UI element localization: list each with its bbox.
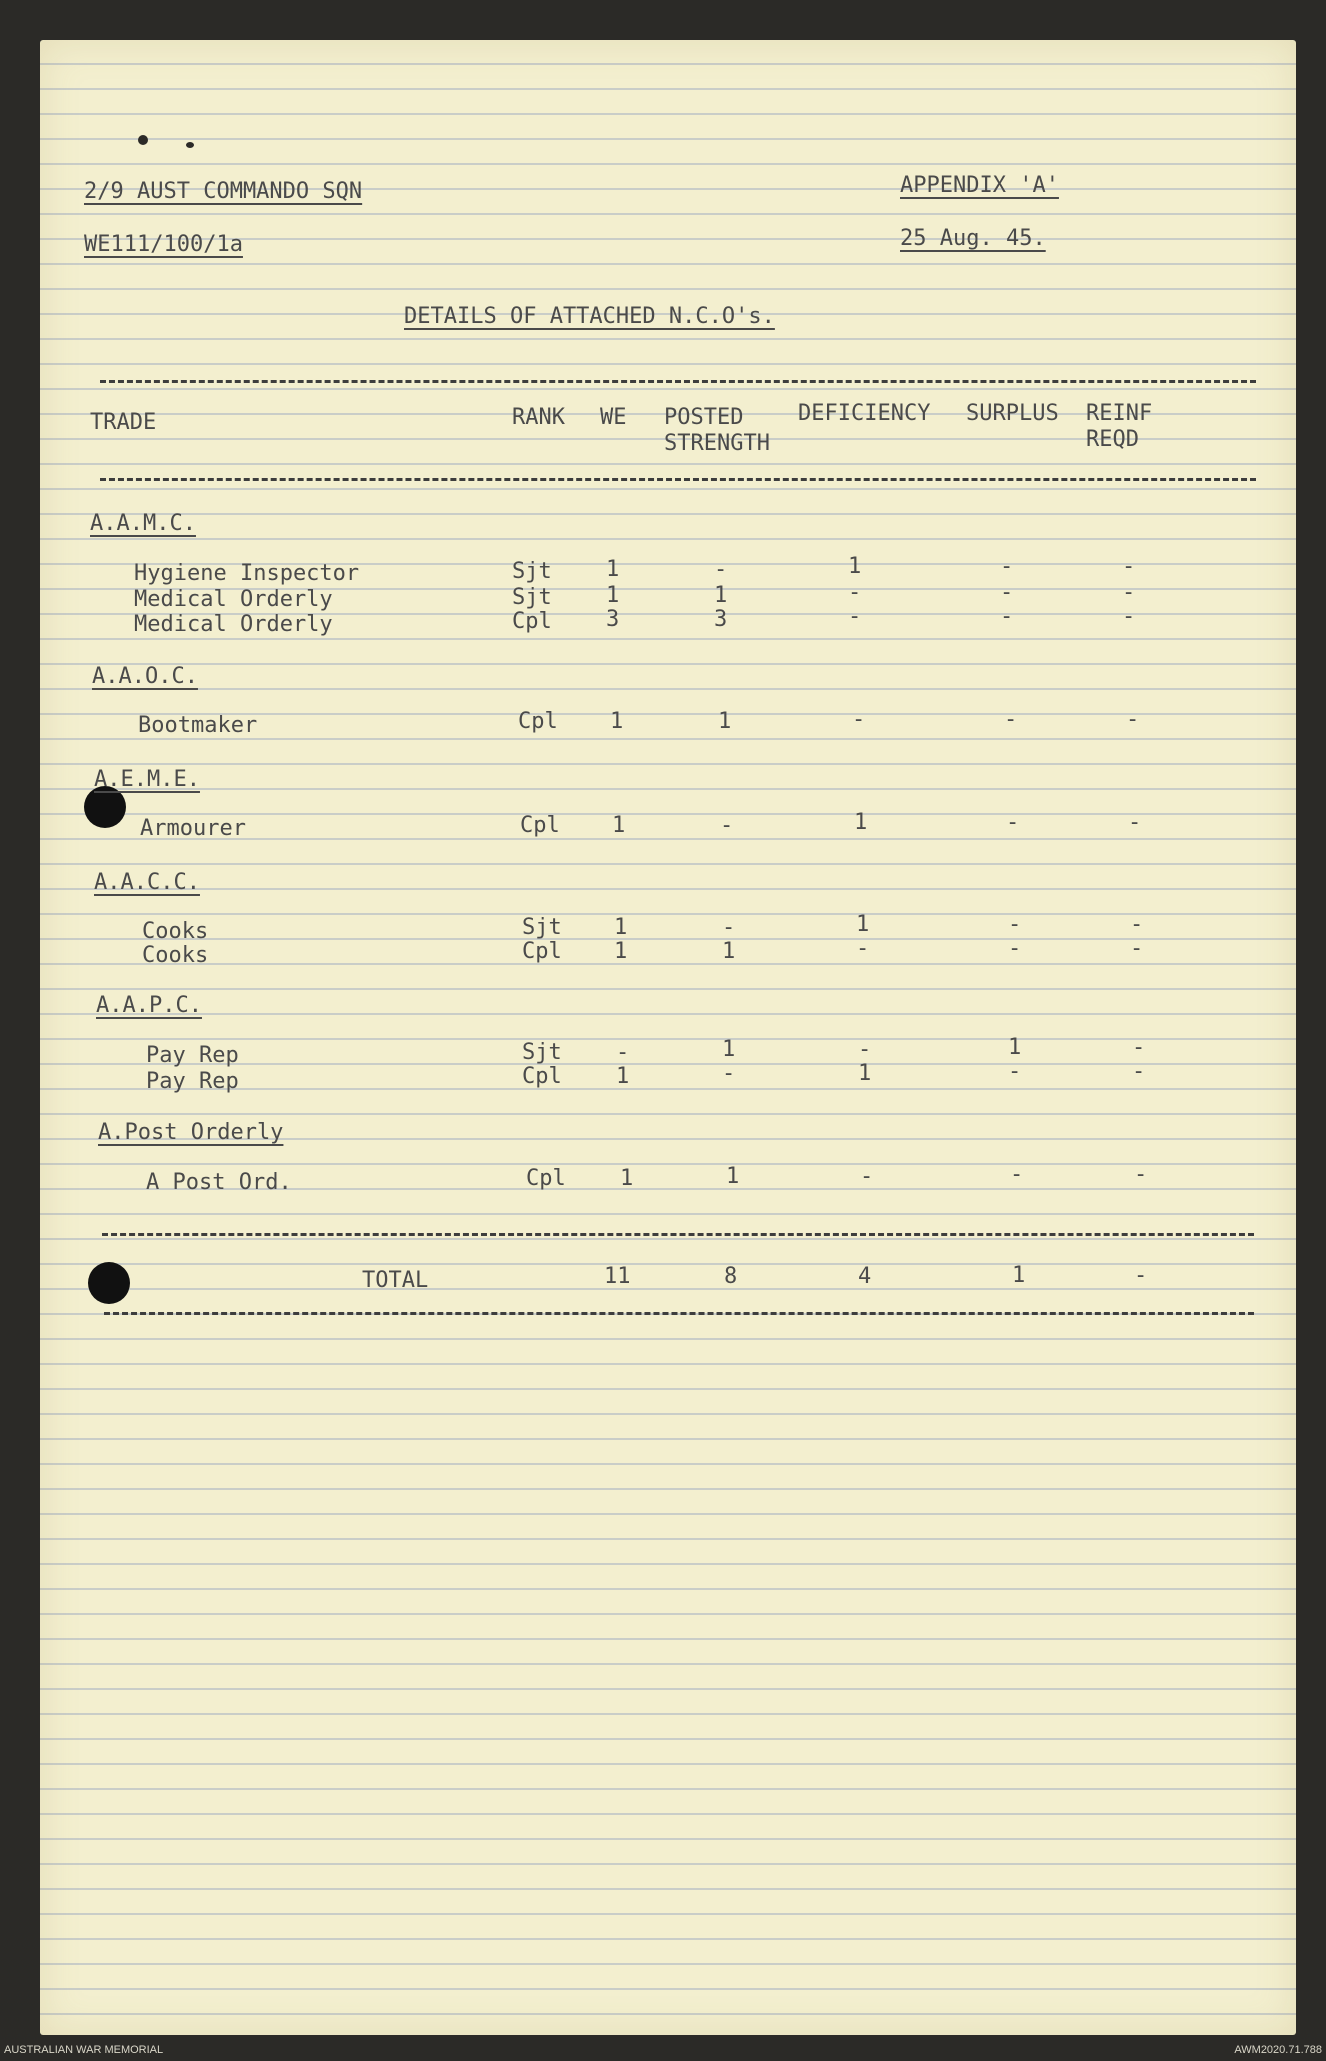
table-row-deficiency: -: [852, 707, 866, 732]
table-row-surplus: 1: [1008, 1035, 1022, 1060]
table-row-posted: -: [722, 1061, 736, 1086]
table-row-deficiency: -: [848, 580, 862, 605]
table-row-deficiency: -: [860, 1164, 874, 1189]
table-row-reinf: -: [1122, 554, 1136, 579]
table-row-rank: Cpl: [518, 709, 558, 734]
table-row-deficiency: 1: [856, 912, 870, 937]
table-row-trade: Armourer: [140, 816, 246, 841]
table-row-we: 1: [620, 1166, 634, 1191]
document-page: [40, 40, 1296, 2035]
table-row-deficiency: 1: [854, 810, 868, 835]
table-row-reinf: -: [1126, 707, 1140, 732]
total-deficiency: 4: [858, 1264, 872, 1289]
column-header-reinf: REINF: [1086, 401, 1153, 426]
column-header-deficiency: DEFICIENCY: [798, 401, 931, 426]
table-row-rank: Sjt: [512, 559, 552, 584]
table-row-rank: Cpl: [526, 1166, 566, 1191]
table-row-we: 1: [616, 1064, 630, 1089]
group-label: A.E.M.E.: [94, 767, 200, 792]
table-row-trade: Pay Rep: [146, 1069, 239, 1094]
group-label: A.A.C.C.: [94, 870, 200, 895]
table-row-posted: -: [720, 813, 734, 838]
table-row-posted: 3: [714, 607, 728, 632]
table-row-we: 1: [614, 915, 628, 940]
table-row-trade: A Post Ord.: [146, 1170, 292, 1195]
document-title: DETAILS OF ATTACHED N.C.O's.: [404, 304, 775, 329]
table-row-posted: 1: [722, 1037, 736, 1062]
total-surplus: 1: [1012, 1263, 1026, 1288]
unit-name: 2/9 AUST COMMANDO SQN: [84, 179, 363, 204]
punch-hole-upper: [84, 786, 126, 828]
group-label: A.Post Orderly: [98, 1120, 284, 1145]
punch-hole-lower: [88, 1262, 130, 1304]
document-date: 25 Aug. 45.: [900, 226, 1046, 251]
table-row-rank: Cpl: [520, 813, 560, 838]
table-row-trade: Cooks: [142, 919, 209, 944]
total-rule-top: [102, 1233, 1254, 1236]
table-row-posted: 1: [718, 709, 732, 734]
total-label: TOTAL: [362, 1268, 429, 1293]
table-row-surplus: -: [1008, 936, 1022, 961]
table-row-deficiency: 1: [858, 1061, 872, 1086]
table-row-posted: 1: [714, 583, 728, 608]
table-row-reinf: -: [1122, 604, 1136, 629]
table-row-posted: 1: [726, 1164, 740, 1189]
table-row-reinf: -: [1122, 580, 1136, 605]
table-row-reinf: -: [1132, 1035, 1146, 1060]
table-row-rank: Sjt: [512, 585, 552, 610]
table-row-trade: Bootmaker: [138, 713, 258, 738]
table-row-surplus: -: [1000, 580, 1014, 605]
ink-spot: [138, 135, 148, 145]
table-row-we: -: [616, 1040, 630, 1065]
table-row-deficiency: -: [848, 604, 862, 629]
table-row-surplus: -: [1000, 604, 1014, 629]
table-row-we: 1: [606, 583, 620, 608]
group-label: A.A.M.C.: [90, 511, 196, 536]
table-row-deficiency: -: [858, 1037, 872, 1062]
table-row-we: 1: [614, 939, 628, 964]
table-row-trade: Hygiene Inspector: [134, 561, 360, 586]
table-row-posted: -: [714, 557, 728, 582]
column-header-strength: STRENGTH: [664, 431, 770, 456]
footer-credit: AUSTRALIAN WAR MEMORIAL: [4, 2044, 164, 2056]
table-row-reinf: -: [1128, 810, 1142, 835]
column-header-trade: TRADE: [90, 410, 157, 435]
table-row-reinf: -: [1130, 912, 1144, 937]
table-row-trade: Cooks: [142, 943, 209, 968]
column-header-rank: RANK: [512, 405, 565, 430]
table-row-rank: Sjt: [522, 1040, 562, 1065]
total-rule-bottom: [104, 1312, 1254, 1315]
table-row-rank: Cpl: [512, 609, 552, 634]
table-row-posted: 1: [722, 939, 736, 964]
column-header-surplus: SURPLUS: [966, 401, 1059, 426]
ink-spot: [186, 142, 194, 148]
table-row-deficiency: 1: [848, 554, 862, 579]
table-row-we: 1: [612, 813, 626, 838]
table-row-surplus: -: [1008, 912, 1022, 937]
header-rule-bottom: [100, 478, 1256, 481]
table-row-surplus: -: [1010, 1162, 1024, 1187]
column-header-posted: POSTED: [664, 405, 744, 430]
table-row-posted: -: [722, 915, 736, 940]
reference-number: WE111/100/1a: [84, 232, 243, 257]
total-we: 11: [604, 1264, 631, 1289]
column-header-we: WE: [600, 405, 627, 430]
column-header-reqd: REQD: [1086, 427, 1139, 452]
table-row-reinf: -: [1134, 1162, 1148, 1187]
table-row-surplus: -: [1004, 707, 1018, 732]
table-row-rank: Sjt: [522, 915, 562, 940]
table-row-reinf: -: [1132, 1059, 1146, 1084]
appendix-label: APPENDIX 'A': [900, 173, 1059, 198]
table-row-we: 1: [606, 557, 620, 582]
table-row-rank: Cpl: [522, 939, 562, 964]
table-row-trade: Medical Orderly: [134, 587, 333, 612]
table-row-we: 3: [606, 607, 620, 632]
group-label: A.A.P.C.: [96, 993, 202, 1018]
table-row-surplus: -: [1008, 1059, 1022, 1084]
header-rule-top: [100, 380, 1256, 383]
footer-accession-number: AWM2020.71.788: [1234, 2044, 1322, 2056]
table-row-deficiency: -: [856, 936, 870, 961]
total-posted: 8: [724, 1264, 738, 1289]
table-row-surplus: -: [1006, 810, 1020, 835]
table-row-we: 1: [610, 709, 624, 734]
total-reinf: -: [1134, 1263, 1148, 1288]
table-row-rank: Cpl: [522, 1064, 562, 1089]
table-row-trade: Pay Rep: [146, 1043, 239, 1068]
table-row-trade: Medical Orderly: [134, 612, 333, 637]
table-row-reinf: -: [1130, 936, 1144, 961]
table-row-surplus: -: [1000, 554, 1014, 579]
group-label: A.A.O.C.: [92, 664, 198, 689]
